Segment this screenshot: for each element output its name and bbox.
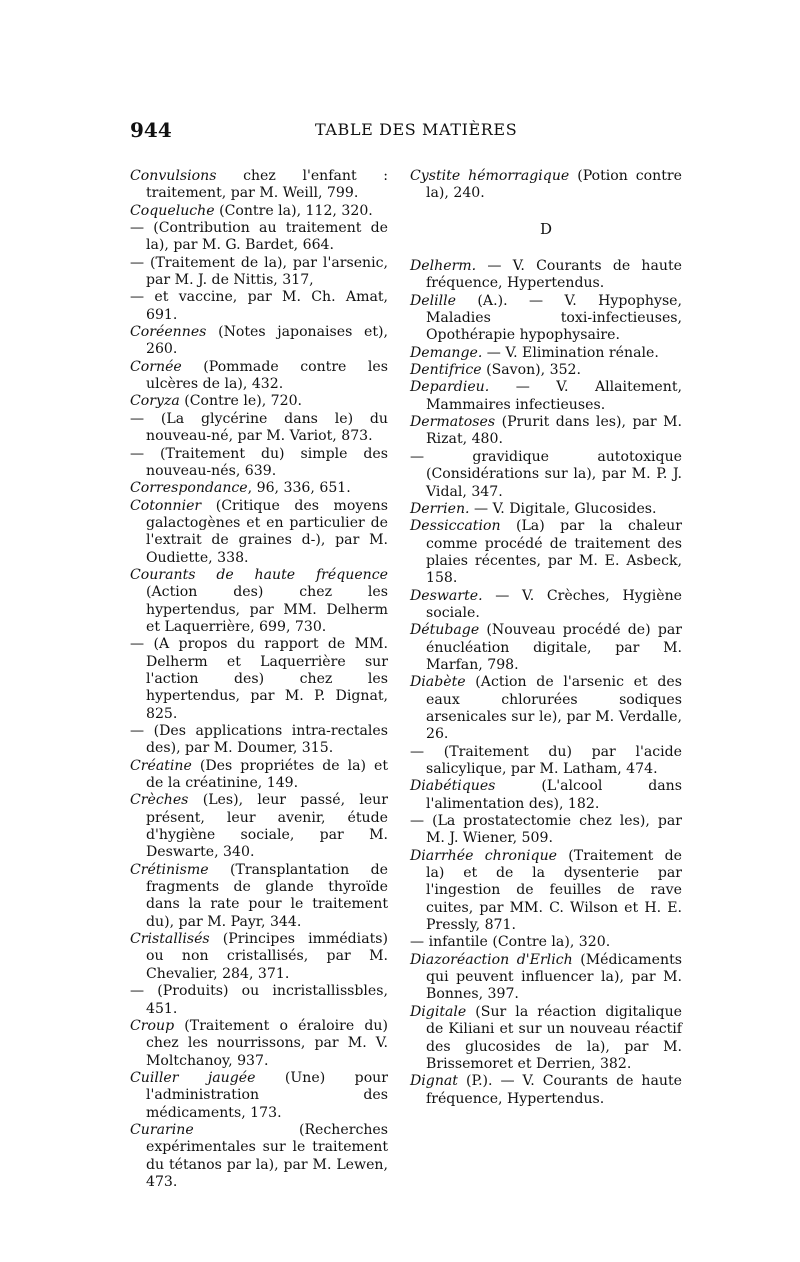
index-entry (130, 792, 388, 861)
entry-headword: Convulsions (130, 168, 217, 184)
index-entry (410, 778, 682, 813)
entry-text: — infantile (Contre la), 320. (410, 934, 611, 951)
entry-text: (Une) pour l'administration des médicaments, 173. (146, 1069, 388, 1121)
entry-headword: Croup (130, 1017, 175, 1034)
entry-text: — V. Courants de haute fréquence, Hypertendus. (426, 258, 682, 292)
entry-text: — (Traitement du) simple des nouveau-nés, 639. (130, 445, 388, 479)
index-entry (130, 393, 388, 410)
entry-headword: Demange. (410, 344, 483, 361)
index-entry (410, 934, 682, 951)
index-entry (130, 203, 388, 220)
entry-headword: Cristallisés (130, 931, 210, 948)
index-entry (410, 518, 682, 587)
entry-headword: Diarrhée chronique (410, 847, 557, 864)
index-entry (410, 952, 682, 1004)
index-entry (410, 345, 682, 362)
entry-headword: Dessiccation (410, 518, 501, 535)
entry-text: (Sur la réaction digitalique de Kiliani et sur un nouveau réactif des glucosides de la), par M. Brissemoret et Derrien, 382. (426, 1003, 682, 1072)
entry-headword: Correspondance (130, 480, 248, 497)
entry-headword: Crétinisme (130, 861, 209, 878)
entry-text: (Transplantation de fragments de glande thyroïde dans la rate pour le traitement du), par M. Payr, 344. (146, 861, 388, 930)
index-entry (410, 414, 682, 449)
entry-headword: Diabétiques (410, 778, 496, 795)
index-entry (130, 567, 388, 636)
index-entry (410, 293, 682, 345)
entry-text: — (Traitement de la), par l'arsenic, par M. J. de Nittis, 317, (130, 254, 388, 289)
entry-headword: Delille (410, 292, 457, 309)
index-entry (410, 379, 682, 414)
entry-text: — (La prostatectomie chez les), par M. J. Wiener, 509. (410, 813, 682, 847)
index-entry (130, 446, 388, 481)
index-entry (130, 1070, 388, 1122)
index-entry (130, 983, 388, 1018)
index-entry (130, 636, 388, 723)
entry-text: (Critique des moyens galactogènes et en particulier de l'extrait de graines d-), par M. Oudiette, 338. (146, 497, 388, 566)
entry-text: (Potion contre la), 240. (426, 168, 682, 202)
index-entry (410, 449, 682, 501)
right-column-top (410, 168, 682, 203)
index-entry (130, 1018, 388, 1070)
entry-text: (Des propriétes de la) et de la créatinine, 149. (146, 757, 388, 792)
index-entry (410, 501, 682, 518)
left-column (130, 168, 388, 1191)
index-entry (130, 931, 388, 983)
entry-headword: Cystite hémorragique (410, 168, 570, 184)
entry-text: — V. Elimination rénale. (482, 344, 659, 361)
entry-text: — V. Digitale, Glucosides. (469, 500, 657, 517)
entry-text: (Traitement de la) et de la dysenterie par l'ingestion de feuilles de rave cuites, par MM. C. Wilson et H. E. Pressly, 871. (426, 847, 682, 934)
entry-headword: Coqueluche (130, 202, 215, 219)
entry-headword: Dentifrice (410, 362, 482, 379)
index-entry (130, 411, 388, 446)
entry-headword: Cornée (130, 358, 182, 375)
entry-text: (Savon), 352. (481, 362, 581, 379)
entry-headword: Crèches (130, 792, 189, 809)
entry-text: (Pommade contre les ulcères de la), 432. (146, 358, 388, 393)
section-letter: D (539, 219, 553, 238)
index-entry (130, 723, 388, 758)
entry-text: , 96, 336, 651. (247, 480, 351, 497)
entry-text: (Nouveau procédé de) par énucléation digitale, par M. Marfan, 798. (426, 622, 682, 673)
entry-text: — (Traitement du) par l'acide salicylique, par M. Latham, 474. (410, 743, 682, 777)
index-entry (410, 588, 682, 623)
entry-headword: Depardieu. (410, 379, 490, 396)
index-entry (130, 255, 388, 290)
entry-text: — (Contribution au traitement de la), par M. G. Bardet, 664. (130, 220, 388, 254)
index-entry (130, 289, 388, 324)
entry-headword: Dignat (410, 1073, 458, 1090)
entry-text: (L'alcool dans l'alimentation des), 182. (426, 778, 682, 812)
entry-headword: Digitale (410, 1003, 467, 1020)
entry-headword: Derrien. (410, 500, 470, 517)
entry-text: (Médicaments qui peuvent influencer la), par M. Bonnes, 397. (426, 951, 682, 1003)
index-entry (130, 758, 388, 793)
entry-text: (Traitement o éraloire du) chez les nourrissons, par M. V. Moltchanoy, 937. (146, 1017, 388, 1069)
entry-text: (La) par la chaleur comme procédé de traitement des plaies récentes, par M. E. Asbeck, 158. (426, 518, 682, 587)
entry-headword: Créatine (130, 757, 192, 774)
index-entry (130, 1122, 388, 1191)
index-entry (130, 220, 388, 255)
entry-text: — (A propos du rapport de MM. Delherm et Laquerrière sur l'action des) chez les hypertendus, par M. P. Dignat, 825. (130, 636, 388, 722)
index-entry (130, 480, 388, 497)
entry-text: (Contre le), 720. (179, 393, 303, 410)
entry-text: — (La glycérine dans le) du nouveau-né, par M. Variot, 873. (130, 410, 388, 445)
index-entry (410, 744, 682, 779)
entry-headword: Coryza (130, 393, 180, 410)
index-entry (410, 362, 682, 379)
entry-text: (Principes immédiats) ou non cristallisés, par M. Chevalier, 284, 371. (146, 931, 388, 982)
entry-text: (Prurit dans les), par M. Rizat, 480. (426, 414, 682, 448)
running-title: TABLE DES MATIÈRES (315, 120, 518, 139)
index-entry (410, 168, 682, 203)
entry-text: — (Produits) ou incristallissbles, 451. (130, 983, 388, 1017)
entry-text: (Action de l'arsenic et des eaux chlorurées sodiques arsenicales sur le), par M. Verdalle, 26. (426, 674, 682, 743)
right-column-entries (410, 258, 682, 1108)
index-entry (410, 674, 682, 743)
entry-headword: Curarine (130, 1121, 194, 1138)
entry-headword: Cotonnier (130, 497, 202, 514)
entry-text: (Les), leur passé, leur présent, leur avenir, étude d'hygiène sociale, par M. Deswarte, 340. (146, 792, 388, 861)
entry-headword: Détubage (410, 622, 480, 639)
entry-headword: Delherm. (410, 258, 477, 275)
index-entry (130, 359, 388, 394)
entry-text: (P.). — V. Courants de haute fréquence, Hypertendus. (426, 1073, 682, 1107)
entry-headword: Deswarte. (410, 587, 483, 604)
index-entry (410, 258, 682, 293)
entry-text: — V. Allaitement, Mammaires infectieuses. (426, 379, 682, 413)
page-number: 944 (130, 118, 172, 142)
index-entry (130, 168, 388, 203)
index-entry (410, 848, 682, 935)
index-entry (410, 813, 682, 848)
entry-text: chez l'enfant : traitement, par M. Weill, 799. (146, 168, 388, 202)
entry-headword: Diazoréaction d'Erlich (410, 951, 573, 968)
index-entry (410, 1004, 682, 1073)
index-entry (130, 498, 388, 567)
right-column (410, 168, 682, 1108)
index-entry (410, 1073, 682, 1108)
entry-headword: Courants de haute fréquence (130, 566, 388, 583)
entry-headword: Cuiller jaugée (130, 1069, 256, 1086)
page-header (130, 118, 683, 148)
entry-text: — (Des applications intra-rectales des), par M. Doumer, 315. (130, 723, 388, 757)
entry-text: (Contre la), 112, 320. (214, 202, 373, 219)
entry-text: (A.). — V. Hypophyse, Maladies toxi-infectieuses, Opothérapie hypophysaire. (426, 292, 682, 344)
entry-text: (Recherches expérimentales sur le traitement du tétanos par la), par M. Lewen, 473. (146, 1121, 388, 1190)
entry-headword: Diabète (410, 674, 466, 691)
index-entry (410, 622, 682, 674)
entry-text: — et vaccine, par M. Ch. Amat, 691. (130, 289, 388, 323)
entry-text: — V. Crèches, Hygiène sociale. (426, 587, 682, 621)
entry-text: (Notes japonaises et), 260. (146, 324, 388, 358)
entry-text: (Action des) chez les hypertendus, par MM. Delherm et Laquerrière, 699, 730. (146, 584, 388, 635)
entry-headword: Coréennes (130, 324, 207, 341)
index-entry (130, 324, 388, 359)
entry-headword: Dermatoses (410, 414, 496, 431)
index-entry (130, 862, 388, 931)
entry-text: — gravidique autotoxique (Considérations sur la), par M. P. J. Vidal, 347. (410, 448, 682, 500)
